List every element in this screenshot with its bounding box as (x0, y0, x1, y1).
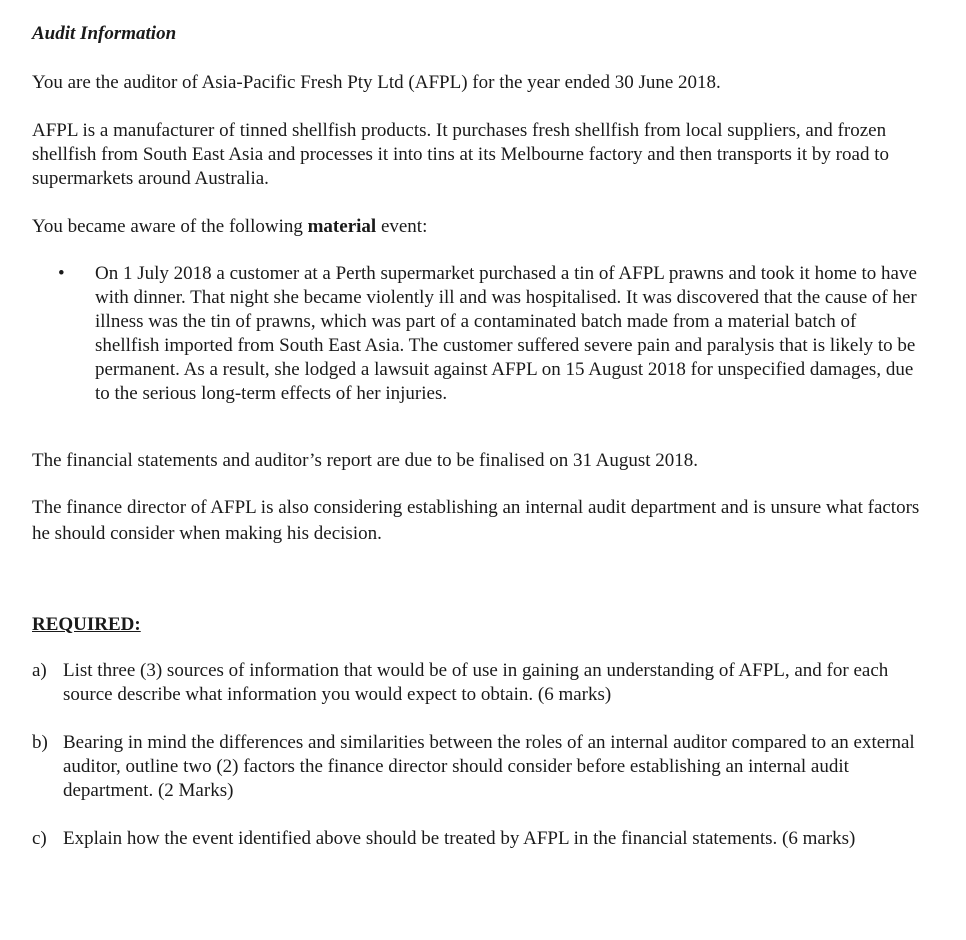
event-bullet-text: On 1 July 2018 a customer at a Perth supermarket purchased a tin of AFPL prawns and took it home to have with dinner. That night she became violently ill and was hospitalised. It was discovered that the cause of her illness was the tin of prawns, which was part of a contaminated batch made from a material batch of shellfish imported from South East Asia. The customer suffered severe pain and paralysis that is likely to be permanent. As a result, she lodged a lawsuit against AFPL on 15 August 2018 for unspecified damages, due to the serious long-term effects of her injuries. (95, 263, 917, 404)
internal-audit-paragraph: The finance director of AFPL is also considering establishing an internal audit department and is unsure what factors he should consider when making his decision. (32, 497, 920, 544)
intro-paragraph: You are the auditor of Asia-Pacific Fresh Pty Ltd (AFPL) for the year ended 30 June 2018. (32, 72, 721, 93)
question-a-text: List three (3) sources of information that would be of use in gaining an understanding of AFPL, and for each source describe what information you would expect to obtain. (6 marks) (63, 660, 889, 705)
event-intro-after: event: (376, 216, 428, 237)
question-b-label: b) (32, 732, 48, 753)
event-intro-paragraph (32, 215, 932, 239)
required-heading: REQUIRED: (32, 614, 141, 635)
question-b-text: Bearing in mind the differences and similarities between the roles of an internal auditor compared to an external auditor, outline two (2) factors the finance director should consider before establishing an internal audit department. (2 Marks) (63, 732, 915, 801)
event-intro-before: You became aware of the following (32, 216, 308, 237)
question-c-text: Explain how the event identified above should be treated by AFPL in the financial statements. (6 marks) (63, 828, 856, 849)
question-a-label: a) (32, 660, 47, 681)
bullet-icon: • (58, 263, 65, 284)
deadline-paragraph: The financial statements and auditor’s report are due to be finalised on 31 August 2018. (32, 450, 699, 471)
section-heading: Audit Information (32, 23, 177, 44)
event-intro-bold: material (307, 216, 377, 237)
question-c-label: c) (32, 828, 47, 849)
company-description-paragraph: AFPL is a manufacturer of tinned shellfish products. It purchases fresh shellfish from local suppliers, and frozen shellfish from South East Asia and processes it into tins at its Melbourne factory and then transports it by road to supermarkets around Australia. (32, 120, 889, 189)
